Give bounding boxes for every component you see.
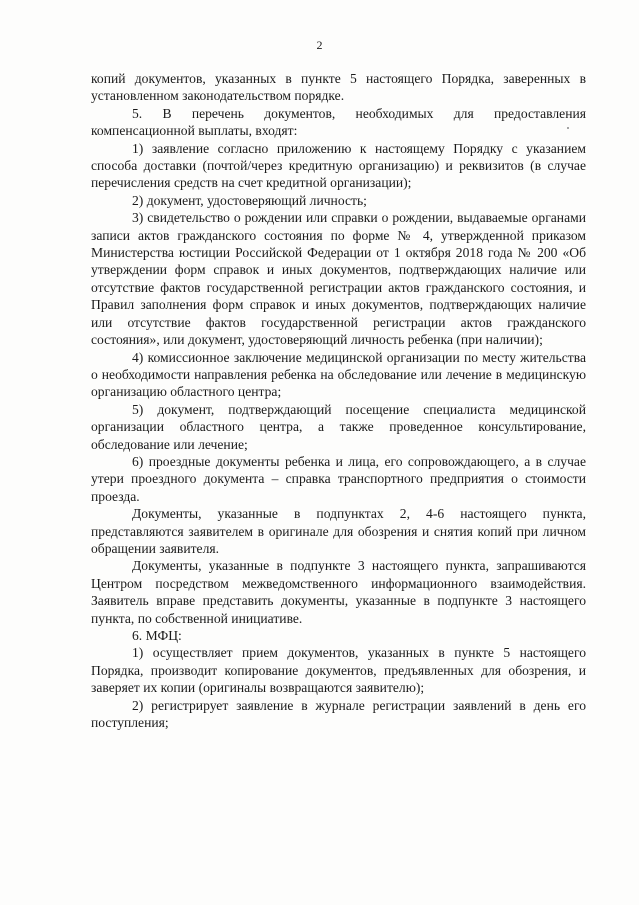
paragraph-subitem-2: 2) документ, удостоверяющий личность; [132, 192, 367, 208]
document-body [91, 70, 586, 731]
paragraph-subitem-4: 4) комиссионное заключение медицинской организации по месту жительства о необходимости направления ребенка на обследование или лечение в медицинскую организацию областного центра; [91, 349, 586, 400]
paragraph-subitem-6: 6) проездные документы ребенка и лица, его сопровождающего, а в случае утери проездного документа – справка транспортного предприятия о стоимости проезда. [91, 453, 586, 504]
paragraph-mfc-subitem-2: 2) регистрирует заявление в журнале регистрации заявлений в день его поступления; [91, 697, 586, 731]
paragraph-item-6: 6. МФЦ: [132, 628, 182, 643]
paragraph-item-5: 5. В перечень документов, необходимых для предоставления компенсационной выплаты, входят: [91, 105, 586, 139]
paragraph-mfc-subitem-1: 1) осуществляет прием документов, указанных в пункте 5 настоящего Порядка, производит копирование документов, предъявленных для обозрения, и заверяет их копии (оригиналы возвращаются заявителю); [91, 645, 586, 696]
paragraph-requests-note: Документы, указанные в подпункте 3 настоящего пункта, запрашиваются Центром посредством межведомственного информационного взаимодействия. Заявитель вправе представить документы, указанные в подпункте 3 настоящего пункта, по собственной инициативе. [91, 558, 586, 626]
paragraph-subitem-5: 5) документ, подтверждающий посещение специалиста медицинской организации областного центра, а также проведенное консультирование, обследование или лечение; [91, 401, 586, 452]
paragraph-subitem-1: 1) заявление согласно приложению к настоящему Порядку с указанием способа доставки (почтой/через кредитную организацию) и реквизитов (в случае перечисления средств на счет кредитной организации); [91, 140, 586, 191]
page-number: 2 [316, 38, 323, 52]
paragraph-continuation: копий документов, указанных в пункте 5 настоящего Порядка, заверенных в установленном законодательством порядке. [91, 71, 586, 104]
paragraph-subitem-3: 3) свидетельство о рождении или справки о рождении, выдаваемые органами записи актов гражданского состояния по форме № 4, утвержденной приказом Министерства юстиции Российской Федерации от 1 октября 2018 года № 200 «Об утверждении форм справок и иных документов, подтверждающих наличие или отсутствие фактов государственной регистрации актов гражданского состояния, и Правил заполнения форм справок и иных документов, подтверждающих наличие или отсутствие фактов государственной регистрации актов гражданского состояния», или документ, удостоверяющий личность ребенка (при наличии); [91, 210, 586, 348]
paragraph-originals-note: Документы, указанные в подпунктах 2, 4-6 настоящего пункта, представляются заявителем в оригинале для обозрения и снятия копий при личном обращении заявителя. [91, 506, 586, 556]
